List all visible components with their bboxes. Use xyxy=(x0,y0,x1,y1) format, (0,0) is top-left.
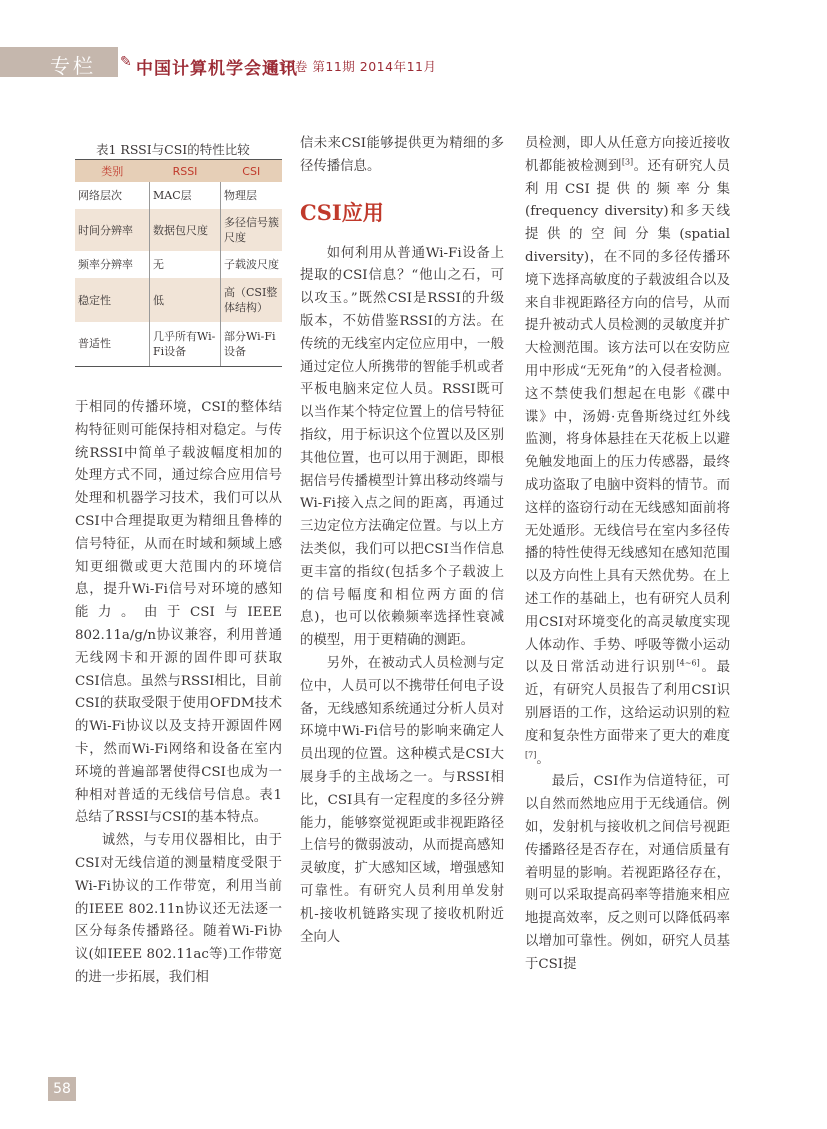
table-row xyxy=(75,251,282,278)
page-number: 58 xyxy=(48,1077,76,1101)
table-cell: 多径信号簇尺度 xyxy=(221,209,283,251)
journal-logo-mark: ✎ xyxy=(120,54,132,70)
text-run: 。最近，有研究人员报告了利用CSI识别唇语的工作，这给运动识别的粒度和复杂性方面带来了更大的难度 xyxy=(525,660,730,744)
text-run: 。 xyxy=(536,751,550,767)
table-cell: 时间分辨率 xyxy=(75,209,150,251)
table-cell: 频率分辨率 xyxy=(75,251,150,278)
column-2 xyxy=(300,133,504,949)
table-cell: 网络层次 xyxy=(75,182,150,209)
column-3 xyxy=(525,133,730,976)
table-cell: 物理层 xyxy=(224,189,257,202)
table-header-cell: 类别 xyxy=(75,160,150,183)
table-cell: 子载波尺度 xyxy=(224,258,279,271)
paragraph: 如何利用从普通Wi-Fi设备上提取的CSI信息？“他山之石，可以攻玉。”既然CSI是RSSI的升级版本，不妨借鉴RSSI的方法。在传统的无线室内定位应用中，一般通过定位人所携带的智能手机或者平板电脑来定位人员。RSSI既可以当作某个特定位置上的信号特征指纹，用于标识这个位置以及区别其他位置，也可以用于测距，即根据信号传播模型计算出移动终端与Wi-Fi接入点之间的距离，再通过三边定位方法确定位置。与以上方法类似，我们可以把CSI当作信息更丰富的指纹(包括多个子载波上的信号幅度和相位两方面的信息)，也可以依赖频率选择性衰减的模型，用于更精确的测距。 xyxy=(300,245,504,649)
section-tab-label: 专栏 xyxy=(50,54,96,78)
table-cell: MAC层 xyxy=(150,182,221,209)
paragraph: 信未来CSI能够提供更为精细的多径传播信息。 xyxy=(300,136,504,174)
table-cell: 几乎所有Wi-Fi设备 xyxy=(150,322,221,366)
comparison-table xyxy=(75,159,282,367)
paragraph: 最后，CSI作为信道特征，可以自然而然地应用于无线通信。例如，发射机与接收机之间信号视距传播路径是否存在，对通信质量有着明显的影响。若视距路径存在，则可以采取提高码率等措施来相应地提高效率，反之则可以降低码率以增加可靠性。例如，研究人员基于CSI提 xyxy=(525,774,730,972)
paragraph: 另外，在被动式人员检测与定位中，人员可以不携带任何电子设备，无线感知系统通过分析人员对环境中Wi-Fi信号的影响来确定人员出现的位置。这种模式是CSI大展身手的主战场之一。与RSSI相比，CSI具有一定程度的多径分辨能力，能够察觉视距或非视距路径上信号的微弱波动，从而提高感知灵敏度，扩大感知区域，增强感知可靠性。有研究人员利用单发射机-接收机链路实现了接收机附近全向人 xyxy=(300,655,504,945)
table-cell: 低 xyxy=(150,278,221,322)
table-header-cell: CSI xyxy=(221,160,283,183)
citation: [4~6] xyxy=(676,658,700,668)
paragraph: 诚然，与专用仪器相比，由于CSI对无线信道的测量精度受限于Wi-Fi协议的工作带宽，利用当前的IEEE 802.11n协议还无法逐一区分每条传播路径。随着Wi-Fi协议(如IEEE 802.11ac等)工作带宽的进一步拓展，我们相 xyxy=(75,833,282,985)
issue-info: 第10卷 第11期 2014年11月 xyxy=(265,59,437,74)
table-row xyxy=(75,209,282,251)
table-cell: 无 xyxy=(150,251,221,278)
text-run: 员检测，即人从任意方向接近接收机都能被检测到 xyxy=(525,136,730,174)
paragraph xyxy=(525,133,730,771)
table-header-row xyxy=(75,160,282,183)
table-cell: 高（CSI整体结构） xyxy=(221,278,283,322)
table-cell: 普适性 xyxy=(75,322,150,366)
table-row xyxy=(75,278,282,322)
table-cell: 部分Wi-Fi设备 xyxy=(221,322,283,366)
table-cell: 稳定性 xyxy=(75,278,150,322)
column-1 xyxy=(75,397,282,990)
section-heading: CSI应用 xyxy=(300,199,384,225)
citation: [3] xyxy=(621,157,634,167)
paragraph: 于相同的传播环境，CSI的整体结构特征则可能保持相对稳定。与传统RSSI中简单子载波幅度相加的处理方式不同，通过综合应用信号处理和机器学习技术，我们可以从CSI中合理提取更为精细且鲁棒的信号特征，从而在时域和频域上感知更细微或更大范围内的环境信息，提升Wi-Fi信号对环境的感知能力。由于CSI与IEEE 802.11a/g/n协议兼容，利用普通无线网卡和开源的固件即可获取CSI信息。虽然与RSSI相比，目前CSI的获取受限于使用OFDM技术的Wi-Fi协议以及支持开源固件网卡，然而Wi-Fi网络和设备在室内环境的普遍部署使得CSI也成为一种相对普适的无线信号信息。表1总结了RSSI与CSI的基本特点。 xyxy=(75,400,282,826)
table-row xyxy=(75,182,282,209)
text-run: 。还有研究人员利用CSI提供的频率分集(frequency diversity)和多天线提供的空间分集(spatial diversity)，在不同的多径传播环境下选择高敏度的子载波组合以及来自非视距路径方向的信号，从而提升被动式人员检测的灵敏度并扩大检测范围。该方法可以在安防应用中形成“无死角”的入侵者检测。这不禁使我们想起在电影《碟中谍》中，汤姆·克鲁斯绕过红外线监测，将身体悬挂在天花板上以避免触发地面上的压力传感器，最终成功盗取了电脑中资料的情节。而这样的盗窃行动在无线感知面前将无处遁形。无线信号在室内多径传播的特性使得无线感知在感知范围以及方向性上具有天然优势。在上述工作的基础上，也有研究人员利用CSI对环境变化的高灵敏度实现人体动作、手势、呼吸等微小运动以及日常活动进行识别 xyxy=(525,158,730,676)
table-cell: 数据包尺度 xyxy=(150,209,221,251)
section-tab xyxy=(0,47,118,77)
citation: [7] xyxy=(525,750,537,760)
table-row xyxy=(75,322,282,366)
table-header-cell: RSSI xyxy=(150,160,221,183)
journal-name: 中国计算机学会通讯 xyxy=(136,59,298,79)
table-caption: 表1 RSSI与CSI的特性比较 xyxy=(96,142,250,157)
